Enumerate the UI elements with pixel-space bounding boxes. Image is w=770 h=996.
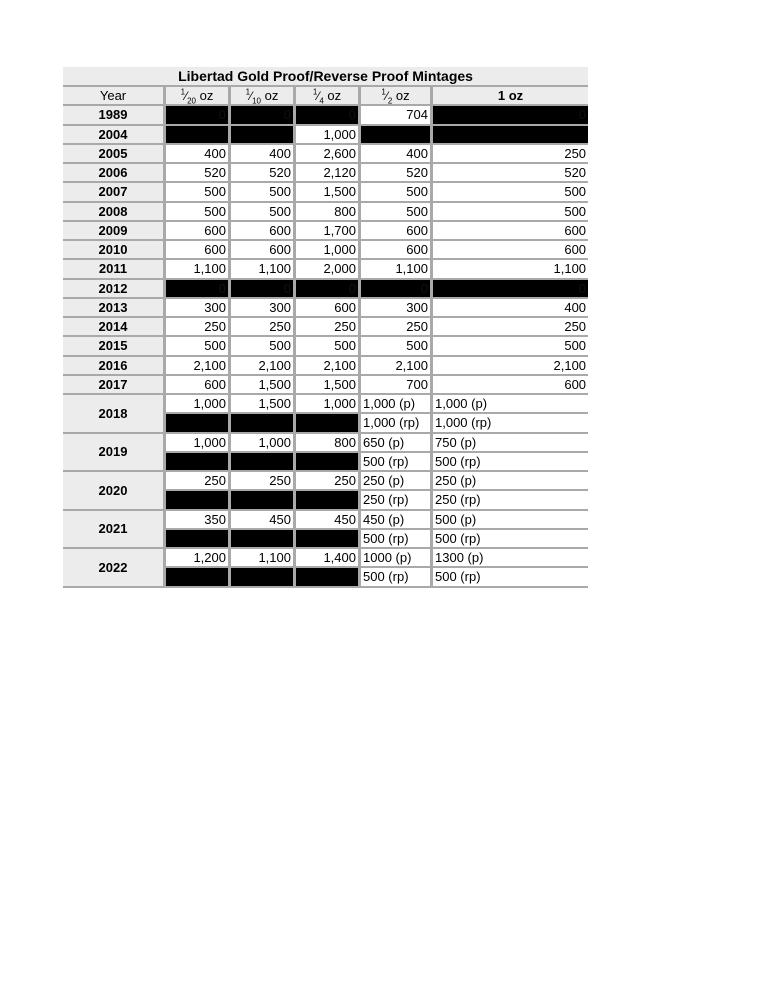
mintage-cell: 2,100 xyxy=(231,357,296,376)
one-oz-header: 1 oz xyxy=(433,87,588,106)
mintage-cell: 250 (rp) xyxy=(361,491,433,510)
mintage-cell: 2,100 xyxy=(166,357,231,376)
mintage-cell: 1,000 xyxy=(166,434,231,453)
mintage-cell: 400 xyxy=(166,145,231,164)
mintage-cell: 250 (rp) xyxy=(433,491,588,510)
fraction-numerator: 1 xyxy=(312,87,318,97)
mintage-cell: 520 xyxy=(433,164,588,183)
mintage-cell: 1,400 xyxy=(296,549,361,568)
redacted-cell xyxy=(231,568,296,587)
redacted-cell: 0 xyxy=(296,106,361,125)
year-cell: 2018 xyxy=(63,395,166,434)
mintage-cell: 520 xyxy=(231,164,296,183)
mintage-cell: 250 xyxy=(231,318,296,337)
mintage-cell: 1,000 xyxy=(296,241,361,260)
fraction-denominator: 2 xyxy=(387,96,393,106)
mintage-cell: 250 xyxy=(231,472,296,491)
redacted-cell xyxy=(231,414,296,433)
mintage-cell: 450 xyxy=(296,511,361,530)
mintage-cell: 250 xyxy=(433,318,588,337)
mintage-cell: 1,000 (p) xyxy=(361,395,433,414)
mintage-cell: 600 xyxy=(433,222,588,241)
mintage-cell: 500 xyxy=(361,203,433,222)
table-row xyxy=(63,318,588,337)
year-cell: 2022 xyxy=(63,549,166,588)
mintage-cell: 1,100 xyxy=(231,260,296,279)
redacted-cell xyxy=(296,414,361,433)
year-cell: 2009 xyxy=(63,222,166,241)
year-cell: 2006 xyxy=(63,164,166,183)
year-cell: 2007 xyxy=(63,183,166,202)
redacted-cell xyxy=(296,453,361,472)
mintage-cell: 350 xyxy=(166,511,231,530)
mintage-table xyxy=(63,67,588,588)
mintage-cell: 600 xyxy=(433,241,588,260)
fraction-numerator: 1 xyxy=(381,87,386,97)
year-cell: 2011 xyxy=(63,260,166,279)
mintage-cell: 600 xyxy=(166,241,231,260)
table-row xyxy=(63,183,588,202)
table-row xyxy=(63,241,588,260)
title-row xyxy=(63,67,588,87)
year-cell: 2020 xyxy=(63,472,166,511)
header-row xyxy=(63,87,588,106)
mintage-cell: 1,000 xyxy=(231,434,296,453)
table-row xyxy=(63,164,588,183)
mintage-cell: 650 (p) xyxy=(361,434,433,453)
redacted-cell xyxy=(296,568,361,587)
mintage-cell: 1,100 xyxy=(361,260,433,279)
mintage-cell: 600 xyxy=(433,376,588,395)
mintage-cell: 500 (rp) xyxy=(361,530,433,549)
mintage-cell: 600 xyxy=(361,222,433,241)
fraction: $^1⁄_2$ xyxy=(381,87,393,106)
table-row xyxy=(63,395,588,414)
mintage-cell: 500 xyxy=(231,337,296,356)
mintage-cell: 1300 (p) xyxy=(433,549,588,568)
mintage-cell: 1,200 xyxy=(166,549,231,568)
mintage-cell: 500 xyxy=(166,183,231,202)
mintage-cell: 400 xyxy=(361,145,433,164)
year-cell: 2021 xyxy=(63,511,166,550)
table-row xyxy=(63,106,588,125)
mintage-cell: 700 xyxy=(361,376,433,395)
mintage-cell: 600 xyxy=(296,299,361,318)
year-cell: 2014 xyxy=(63,318,166,337)
redacted-cell: 0 xyxy=(166,280,231,299)
denomination-header xyxy=(361,87,433,106)
mintage-cell: 500 xyxy=(433,203,588,222)
mintage-cell: 500 xyxy=(361,183,433,202)
mintage-cell: 500 xyxy=(231,203,296,222)
mintage-cell: 1,000 xyxy=(296,126,361,145)
mintage-cell: 1,000 (rp) xyxy=(433,414,588,433)
mintage-cell: 1,500 xyxy=(296,183,361,202)
mintage-cell: 300 xyxy=(166,299,231,318)
mintage-cell: 250 (p) xyxy=(361,472,433,491)
unit-label: oz xyxy=(327,87,342,103)
year-cell: 2012 xyxy=(63,280,166,299)
year-cell: 2019 xyxy=(63,434,166,473)
mintage-cell: 1,000 xyxy=(166,395,231,414)
mintage-cell: 520 xyxy=(361,164,433,183)
mintage-cell: 1,100 xyxy=(231,549,296,568)
year-cell: 2010 xyxy=(63,241,166,260)
year-cell: 2017 xyxy=(63,376,166,395)
table-row xyxy=(63,126,588,145)
mintage-cell: 704 xyxy=(361,106,433,125)
mintage-cell: 250 xyxy=(433,145,588,164)
table-row xyxy=(63,376,588,395)
redacted-cell: 0 xyxy=(231,280,296,299)
fraction: $^1⁄_4$ xyxy=(312,87,324,106)
mintage-cell: 500 (p) xyxy=(433,511,588,530)
mintage-cell: 1,100 xyxy=(166,260,231,279)
mintage-cell: 1,500 xyxy=(231,395,296,414)
redacted-cell: 0 xyxy=(166,106,231,125)
fraction: $^1⁄_{10}$ xyxy=(245,87,261,106)
mintage-cell: 500 (rp) xyxy=(433,530,588,549)
table-row xyxy=(63,511,588,530)
mintage-cell: 1,000 (p) xyxy=(433,395,588,414)
year-cell: 1989 xyxy=(63,106,166,125)
table-row xyxy=(63,357,588,376)
mintage-cell: 520 xyxy=(166,164,231,183)
mintage-cell: 1,700 xyxy=(296,222,361,241)
mintage-cell: 600 xyxy=(231,222,296,241)
mintage-cell: 500 (rp) xyxy=(361,453,433,472)
table-row xyxy=(63,434,588,453)
mintage-cell: 450 (p) xyxy=(361,511,433,530)
table-row xyxy=(63,203,588,222)
table-row xyxy=(63,222,588,241)
redacted-cell xyxy=(166,126,231,145)
mintage-cell: 2,100 xyxy=(433,357,588,376)
mintage-cell: 2,100 xyxy=(361,357,433,376)
unit-label: oz xyxy=(264,87,279,103)
table-row xyxy=(63,337,588,356)
mintage-cell: 1,000 xyxy=(296,395,361,414)
denomination-header xyxy=(296,87,361,106)
mintage-cell: 1,500 xyxy=(231,376,296,395)
mintage-table-body xyxy=(63,67,588,588)
mintage-cell: 2,120 xyxy=(296,164,361,183)
redacted-cell xyxy=(231,491,296,510)
mintage-cell: 250 xyxy=(361,318,433,337)
mintage-cell: 1,500 xyxy=(296,376,361,395)
mintage-cell: 500 xyxy=(166,337,231,356)
mintage-cell: 1,100 xyxy=(433,260,588,279)
redacted-cell xyxy=(231,126,296,145)
redacted-cell xyxy=(166,530,231,549)
redacted-cell xyxy=(231,453,296,472)
mintage-cell: 450 xyxy=(231,511,296,530)
mintage-cell: 800 xyxy=(296,434,361,453)
fraction-denominator: 10 xyxy=(252,96,261,106)
table-row xyxy=(63,549,588,568)
mintage-cell: 250 (p) xyxy=(433,472,588,491)
mintage-cell: 500 xyxy=(296,337,361,356)
unit-label: oz xyxy=(395,87,410,103)
redacted-cell: 0 xyxy=(433,280,588,299)
mintage-cell: 1,000 (rp) xyxy=(361,414,433,433)
denomination-header xyxy=(231,87,296,106)
redacted-cell xyxy=(166,491,231,510)
denomination-header xyxy=(166,87,231,106)
redacted-cell xyxy=(296,530,361,549)
mintage-cell: 600 xyxy=(166,376,231,395)
table-title: Libertad Gold Proof/Reverse Proof Mintages xyxy=(63,67,588,87)
table-row xyxy=(63,299,588,318)
mintage-cell: 500 xyxy=(166,203,231,222)
redacted-cell xyxy=(231,530,296,549)
mintage-cell: 500 xyxy=(361,337,433,356)
year-header: Year xyxy=(63,87,166,106)
mintage-cell: 400 xyxy=(433,299,588,318)
unit-label: oz xyxy=(199,87,214,103)
redacted-cell: 0 xyxy=(231,106,296,125)
fraction-denominator: 20 xyxy=(187,96,196,106)
mintage-cell: 500 (rp) xyxy=(361,568,433,587)
mintage-cell: 2,000 xyxy=(296,260,361,279)
redacted-cell: 0 xyxy=(433,106,588,125)
mintage-cell: 250 xyxy=(296,318,361,337)
redacted-cell: 0 xyxy=(296,280,361,299)
fraction-numerator: 1 xyxy=(245,87,251,97)
mintage-cell: 250 xyxy=(166,318,231,337)
year-cell: 2008 xyxy=(63,203,166,222)
year-cell: 2016 xyxy=(63,357,166,376)
table-row xyxy=(63,260,588,279)
mintage-cell: 300 xyxy=(231,299,296,318)
mintage-cell: 2,100 xyxy=(296,357,361,376)
redacted-cell: 0 xyxy=(361,280,433,299)
mintage-cell: 1000 (p) xyxy=(361,549,433,568)
mintage-cell: 500 xyxy=(433,183,588,202)
redacted-cell xyxy=(361,126,433,145)
mintage-cell: 250 xyxy=(166,472,231,491)
fraction: $^1⁄_{20}$ xyxy=(180,87,196,106)
year-cell: 2005 xyxy=(63,145,166,164)
year-cell: 2015 xyxy=(63,337,166,356)
redacted-cell xyxy=(166,568,231,587)
year-cell: 2013 xyxy=(63,299,166,318)
mintage-cell: 500 xyxy=(433,337,588,356)
table-row xyxy=(63,145,588,164)
mintage-cell: 600 xyxy=(361,241,433,260)
fraction-denominator: 4 xyxy=(319,96,324,106)
mintage-cell: 600 xyxy=(166,222,231,241)
redacted-cell xyxy=(296,491,361,510)
table-row xyxy=(63,280,588,299)
redacted-cell xyxy=(166,414,231,433)
mintage-cell: 500 (rp) xyxy=(433,568,588,587)
redacted-cell xyxy=(166,453,231,472)
redacted-cell xyxy=(433,126,588,145)
mintage-cell: 750 (p) xyxy=(433,434,588,453)
mintage-cell: 600 xyxy=(231,241,296,260)
table-row xyxy=(63,472,588,491)
fraction-numerator: 1 xyxy=(180,87,186,97)
mintage-cell: 2,600 xyxy=(296,145,361,164)
year-cell: 2004 xyxy=(63,126,166,145)
mintage-cell: 800 xyxy=(296,203,361,222)
mintage-cell: 250 xyxy=(296,472,361,491)
mintage-cell: 500 (rp) xyxy=(433,453,588,472)
mintage-cell: 300 xyxy=(361,299,433,318)
mintage-cell: 400 xyxy=(231,145,296,164)
mintage-cell: 500 xyxy=(231,183,296,202)
